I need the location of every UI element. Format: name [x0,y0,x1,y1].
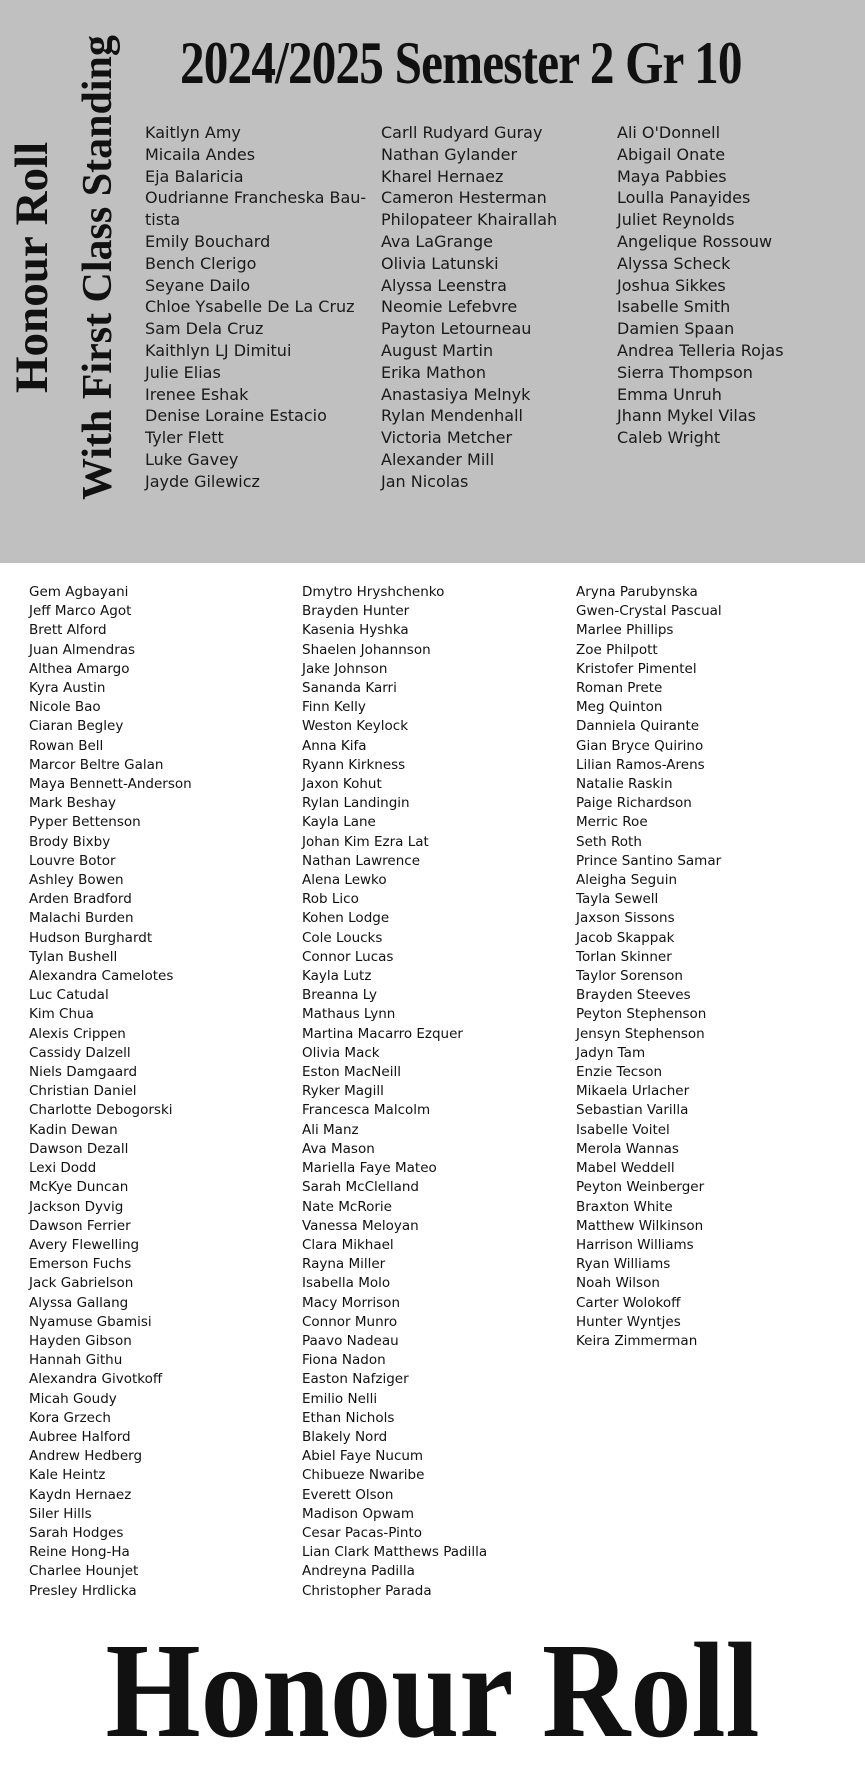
student-name: Jaxson Sissons [576,910,675,927]
student-name: Jan Nicolas [381,471,469,491]
student-name: Neomie Lefebvre [381,297,518,317]
student-name: Presley Hrdlicka [29,1582,137,1599]
student-name: Macy Morrison [302,1294,400,1311]
student-name: Blakely Nord [302,1428,388,1445]
student-name: Aryna Parubynska [576,584,698,600]
student-name: Carter Wolokoff [576,1294,681,1311]
student-name: Jhann Mykel Vilas [617,406,756,426]
student-name: Emilio Nelli [302,1390,378,1407]
student-name: Eston MacNeill [302,1064,401,1081]
student-name: Connor Lucas [302,948,394,965]
student-name: Clara Mikhael [302,1236,394,1253]
student-name: Andrea Telleria Rojas [617,340,784,360]
student-name: Peyton Weinberger [576,1179,705,1196]
student-name: Tyler Flett [145,428,224,448]
student-name: Tylan Bushell [29,948,118,965]
student-name: Emily Bouchard [145,231,271,251]
student-name: Alexandra Camelotes [29,968,174,985]
student-name: Erika Mathon [381,362,486,382]
student-name: Malachi Burden [29,910,134,927]
student-name: Merric Roe [576,814,648,831]
student-name: Mikaela Urlacher [576,1083,690,1100]
student-name: Luke Gavey [145,449,239,469]
student-name: Danniela Quirante [576,718,700,735]
student-name: Brett Alford [29,622,107,639]
student-name: Jayde Gilewicz [145,471,260,491]
student-name: Abigail Onate [617,144,726,164]
student-name: Everett Olson [302,1486,394,1503]
student-name: Merola Wannas [576,1140,679,1157]
student-name: Philopateer Khairallah [381,210,558,230]
student-name: Vanessa Meloyan [302,1217,419,1234]
student-name: Maya Pabbies [617,166,727,186]
student-name: Ethan Nichols [302,1409,395,1426]
student-name: Nathan Gylander [381,144,518,164]
student-name: Rob Lico [302,891,359,908]
bottom-title: Honour Roll [105,1616,760,1766]
student-name: Nicole Bao [29,699,101,716]
student-name: Alena Lewko [302,872,387,889]
student-name: Christian Daniel [29,1083,137,1100]
student-name: Rylan Mendenhall [381,406,523,426]
student-name: Hudson Burghardt [29,929,153,946]
student-name: Charlee Hounjet [29,1563,139,1580]
student-name: McKye Duncan [29,1179,129,1196]
student-name: Mabel Weddell [576,1160,675,1177]
student-name: Julie Elias [145,362,221,382]
student-name: Keira Zimmerman [576,1332,698,1349]
student-name: Abiel Faye Nucum [302,1448,424,1465]
student-name: Kyra Austin [29,680,106,697]
student-name: Seyane Dailo [145,275,251,295]
student-name: Dmytro Hryshchenko [302,584,445,600]
student-name: Roman Prete [576,680,663,697]
student-name: Cameron Hesterman [381,188,547,208]
student-name: Juan Almendras [29,641,136,658]
student-name: Pyper Bettenson [29,814,141,831]
student-name: Brayden Steeves [576,987,691,1004]
student-name: Martina Macarro Ezquer [302,1025,463,1042]
student-name: Noah Wilson [576,1275,660,1292]
student-name: Natalie Raskin [576,776,673,793]
student-name: Jack Gabrielson [29,1275,134,1292]
student-name: Avery Flewelling [29,1236,140,1253]
student-name: Alyssa Scheck [617,253,731,273]
student-name: Breanna Ly [302,987,378,1004]
student-name: Eja Balaricia [145,166,244,186]
student-name: Oudrianne Francheska Bau-tista [145,188,367,230]
student-name: Francesca Malcolm [302,1102,431,1119]
student-name: Easton Nafziger [302,1371,409,1388]
student-name: Denise Loraine Estacio [145,406,327,426]
student-name: Finn Kelly [302,699,366,716]
student-name: Althea Amargo [29,660,130,677]
student-name: Sananda Karri [302,680,397,697]
student-name: Ali O'Donnell [617,123,721,142]
student-name: Sebastian Varilla [576,1102,689,1119]
student-name: Kale Heintz [29,1467,106,1484]
student-name: Aubree Halford [29,1428,131,1445]
student-name: Connor Munro [302,1313,398,1330]
student-name: Jake Johnson [302,660,388,677]
student-name: Alexandra Givotkoff [29,1371,163,1388]
student-name: Taylor Sorenson [576,968,683,985]
student-name: Louvre Botor [29,852,116,869]
student-name: Seth Roth [576,833,642,850]
student-name: August Martin [381,340,494,360]
student-name: Hayden Gibson [29,1332,132,1349]
student-name: Kora Grzech [29,1409,111,1426]
student-name: Zoe Philpott [576,641,658,658]
student-name: Olivia Latunski [381,253,499,273]
student-name: Jacob Skappak [576,929,675,946]
student-name: Kadin Dewan [29,1121,118,1138]
honour-roll-column-1 [29,583,279,1601]
first-class-column-3 [617,122,842,449]
student-name: Nate McRorie [302,1198,392,1215]
student-name: Mathaus Lynn [302,1006,396,1023]
student-name: Brody Bixby [29,833,111,850]
student-name: Luc Catudal [29,987,109,1004]
student-name: Aleigha Seguin [576,872,678,889]
student-name: Dawson Ferrier [29,1217,131,1234]
student-name: Andrew Hedberg [29,1448,143,1465]
student-name: Enzie Tecson [576,1064,663,1081]
student-name: Caleb Wright [617,428,721,448]
student-name: Emerson Fuchs [29,1256,132,1273]
student-name: Isabella Molo [302,1275,391,1292]
student-name: Ryan Williams [576,1256,671,1273]
student-name: Arden Bradford [29,891,132,908]
student-name: Gem Agbayani [29,584,129,600]
student-name: Ali Manz [302,1121,359,1138]
student-name: Kasenia Hyshka [302,622,409,639]
student-name: Kharel Hernaez [381,166,504,186]
student-name: Payton Letourneau [381,319,532,339]
student-name: Weston Keylock [302,718,409,735]
student-name: Hunter Wyntjes [576,1313,681,1330]
first-class-column-1 [145,122,370,493]
student-name: Lian Clark Matthews Padilla [302,1544,488,1561]
student-name: Madison Opwam [302,1505,415,1522]
student-name: Andreyna Padilla [302,1563,415,1580]
student-name: Ashley Bowen [29,872,124,889]
student-name: Prince Santino Samar [576,852,722,869]
student-name: Angelique Rossouw [617,231,773,251]
student-name: Marlee Phillips [576,622,674,639]
student-name: Meg Quinton [576,699,663,716]
student-name: Paige Richardson [576,795,692,812]
honour-roll-column-2 [302,583,552,1601]
student-name: Christopher Parada [302,1582,432,1599]
student-name: Emma Unruh [617,384,722,404]
student-name: Sarah Hodges [29,1524,124,1541]
student-name: Kaydn Hernaez [29,1486,132,1503]
student-name: Hannah Githu [29,1352,123,1369]
student-name: Rayna Miller [302,1256,386,1273]
student-name: Jadyn Tam [576,1044,646,1061]
student-name: Harrison Williams [576,1236,694,1253]
student-name: Jeff Marco Agot [29,603,132,620]
student-name: Kaithlyn LJ Dimitui [145,340,292,360]
student-name: Irenee Eshak [145,384,249,404]
student-name: Ava Mason [302,1140,375,1157]
student-name: Joshua Sikkes [617,275,726,295]
student-name: Chloe Ysabelle De La Cruz [145,297,355,317]
student-name: Cole Loucks [302,929,383,946]
student-name: Kim Chua [29,1006,94,1023]
student-name: Peyton Stephenson [576,1006,707,1023]
student-name: Sierra Thompson [617,362,753,382]
student-name: Rowan Bell [29,737,104,754]
student-name: Ryann Kirkness [302,756,406,773]
student-name: Ciaran Begley [29,718,124,735]
student-name: Jaxon Kohut [302,776,382,793]
student-name: Marcor Beltre Galan [29,756,164,773]
page-title: 2024/2025 Semester 2 Gr 10 [180,30,742,96]
student-name: Jackson Dyvig [29,1198,124,1215]
student-name: Rylan Landingin [302,795,410,812]
student-name: Charlotte Debogorski [29,1102,173,1119]
student-name: Micaila Andes [145,144,256,164]
student-name: Kohen Lodge [302,910,390,927]
student-name: Niels Damgaard [29,1064,138,1081]
student-name: Nyamuse Gbamisi [29,1313,152,1330]
side-title: Honour Roll [6,141,58,393]
student-name: Jensyn Stephenson [576,1025,705,1042]
student-name: Siler Hills [29,1505,92,1522]
student-name: Anastasiya Melnyk [381,384,531,404]
honour-roll-column-3 [576,583,826,1351]
student-name: Alexis Crippen [29,1025,126,1042]
side-subtitle: With First Class Standing [75,35,121,500]
student-name: Olivia Mack [302,1044,380,1061]
student-name: Kaitlyn Amy [145,123,241,142]
student-name: Cesar Pacas-Pinto [302,1524,422,1541]
student-name: Cassidy Dalzell [29,1044,131,1061]
student-name: Nathan Lawrence [302,852,421,869]
student-name: Paavo Nadeau [302,1332,399,1349]
student-name: Alyssa Gallang [29,1294,129,1311]
student-name: Alyssa Leenstra [381,275,507,295]
student-name: Bench Clerigo [145,253,257,273]
student-name: Reine Hong-Ha [29,1544,130,1561]
student-name: Loulla Panayides [617,188,751,208]
student-name: Gwen-Crystal Pascual [576,603,722,620]
student-name: Ryker Magill [302,1083,384,1100]
student-name: Ava LaGrange [381,231,494,251]
student-name: Maya Bennett-Anderson [29,776,192,793]
student-name: Kayla Lutz [302,968,372,985]
student-name: Dawson Dezall [29,1140,129,1157]
student-name: Tayla Sewell [576,891,659,908]
student-name: Anna Kifa [302,737,367,754]
student-name: Alexander Mill [381,449,495,469]
student-name: Lexi Dodd [29,1160,97,1177]
student-name: Kristofer Pimentel [576,660,697,677]
student-name: Chibueze Nwaribe [302,1467,425,1484]
student-name: Braxton White [576,1198,673,1215]
student-name: Damien Spaan [617,319,735,339]
student-name: Sam Dela Cruz [145,319,264,339]
student-name: Isabelle Smith [617,297,731,317]
student-name: Isabelle Voitel [576,1121,670,1138]
student-name: Mark Beshay [29,795,116,812]
student-name: Gian Bryce Quirino [576,737,704,754]
student-name: Victoria Metcher [381,428,513,448]
student-name: Micah Goudy [29,1390,117,1407]
student-name: Torlan Skinner [576,948,672,965]
student-name: Kayla Lane [302,814,376,831]
student-name: Brayden Hunter [302,603,410,620]
student-name: Fiona Nadon [302,1352,386,1369]
student-name: Shaelen Johannson [302,641,431,658]
student-name: Carll Rudyard Guray [381,123,543,142]
student-name: Matthew Wilkinson [576,1217,704,1234]
student-name: Lilian Ramos-Arens [576,756,705,773]
first-class-section [0,0,865,563]
student-name: Sarah McClelland [302,1179,419,1196]
first-class-column-2 [381,122,606,493]
student-name: Mariella Faye Mateo [302,1160,437,1177]
student-name: Johan Kim Ezra Lat [302,833,429,850]
student-name: Juliet Reynolds [617,210,735,230]
